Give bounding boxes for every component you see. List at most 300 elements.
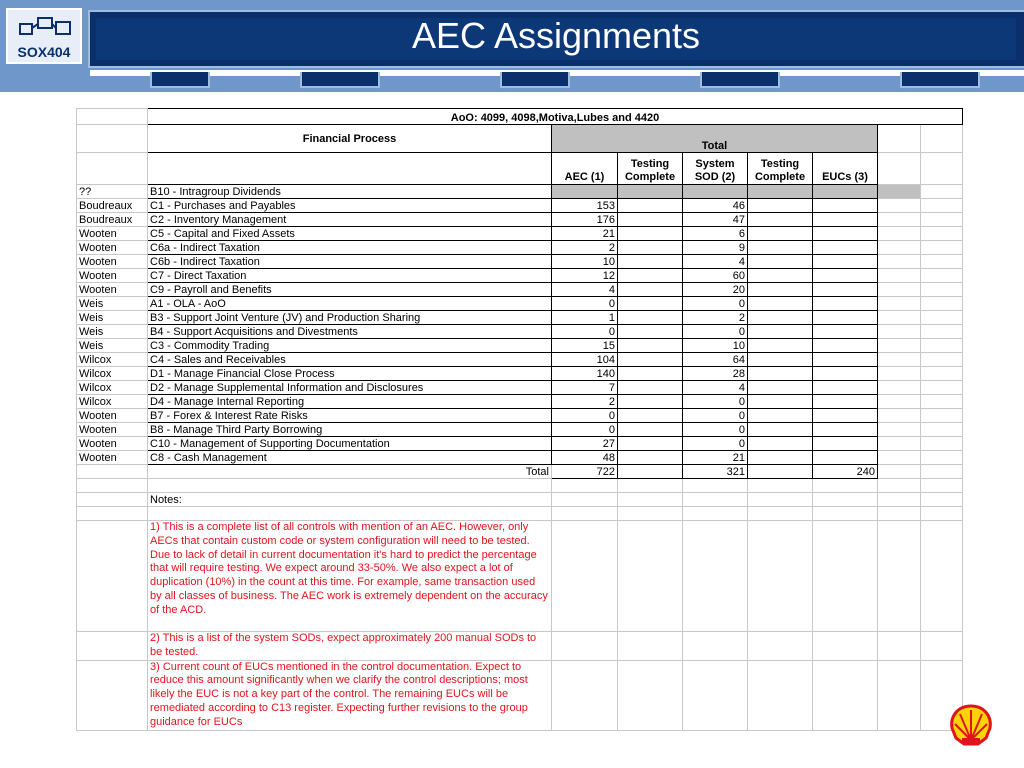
- table-cell: [148, 153, 552, 185]
- aec-cell: 104: [552, 353, 618, 367]
- table-cell: [878, 660, 921, 730]
- table-cell: [878, 521, 921, 632]
- eucs-cell: [813, 423, 878, 437]
- aec-cell: 1: [552, 311, 618, 325]
- table-cell: [878, 269, 921, 283]
- header-step: [300, 72, 380, 88]
- process-cell: C3 - Commodity Trading: [148, 339, 552, 353]
- table-cell: [618, 660, 683, 730]
- aec-cell: 0: [552, 325, 618, 339]
- sod-cell: 4: [683, 381, 748, 395]
- page-title: AEC Assignments: [411, 15, 701, 56]
- owner-cell: Wilcox: [77, 395, 148, 409]
- note-text: 3) Current count of EUCs mentioned in the control documentation. Expect to reduce this amount significantly when we clarify the control descriptions; most likely the EUC is not a key part of the control. The remaining EUCs will be remediated according to C13 register. Expecting further revisions to the group guidance for EUCs: [148, 660, 552, 730]
- logo-text: SOX404: [17, 44, 71, 60]
- sod-cell: 10: [683, 339, 748, 353]
- table-cell: [77, 632, 148, 661]
- table-cell: [878, 632, 921, 661]
- total-header: Total: [552, 125, 878, 153]
- table-row: [77, 423, 963, 437]
- table-cell: [748, 660, 813, 730]
- table-cell: [921, 325, 963, 339]
- table-cell: [921, 451, 963, 465]
- table-cell: [618, 493, 683, 507]
- owner-cell: Boudreaux: [77, 213, 148, 227]
- table-cell: [878, 185, 921, 199]
- eucs-cell: [813, 241, 878, 255]
- table-cell: [921, 153, 963, 185]
- table-cell: [878, 367, 921, 381]
- process-cell: C8 - Cash Management: [148, 451, 552, 465]
- sod-cell: 20: [683, 283, 748, 297]
- testing-complete-cell: [748, 297, 813, 311]
- table-row: [77, 241, 963, 255]
- table-cell: [878, 381, 921, 395]
- table-cell: [813, 660, 878, 730]
- table-cell: [813, 632, 878, 661]
- sox404-logo: [6, 8, 82, 64]
- table-cell: [921, 269, 963, 283]
- table-cell: [683, 493, 748, 507]
- testing-complete-cell: [618, 367, 683, 381]
- column-header-line: SOD (2): [694, 171, 736, 183]
- table-cell: [921, 521, 963, 632]
- aoo-header: AoO: 4099, 4098,Motiva,Lubes and 4420: [148, 109, 963, 125]
- sod-cell: 46: [683, 199, 748, 213]
- table-cell: [878, 199, 921, 213]
- testing-complete-cell: [618, 395, 683, 409]
- eucs-cell: [813, 451, 878, 465]
- total-sod: 321: [683, 465, 748, 479]
- table-row: [77, 325, 963, 339]
- table-cell: [77, 479, 148, 493]
- table-cell: [813, 507, 878, 521]
- process-cell: C6a - Indirect Taxation: [148, 241, 552, 255]
- table-row: [77, 451, 963, 465]
- sod-cell: 0: [683, 297, 748, 311]
- table-cell: [748, 507, 813, 521]
- total-row: [77, 465, 963, 479]
- table-cell: [618, 465, 683, 479]
- table-row: [77, 395, 963, 409]
- owner-cell: Wooten: [77, 283, 148, 297]
- column-header-line: AEC (1): [564, 171, 605, 183]
- testing-complete-cell: [748, 423, 813, 437]
- table-row: [77, 227, 963, 241]
- table-cell: [618, 507, 683, 521]
- aec-cell: 2: [552, 395, 618, 409]
- testing-complete-cell: [748, 311, 813, 325]
- aec-cell: 2: [552, 241, 618, 255]
- testing-complete-cell: [748, 227, 813, 241]
- eucs-cell: [813, 255, 878, 269]
- table-cell: [813, 521, 878, 632]
- table-row: [77, 367, 963, 381]
- eucs-cell: [813, 227, 878, 241]
- table-cell: [921, 339, 963, 353]
- aec-cell: 48: [552, 451, 618, 465]
- testing-complete-cell: [748, 283, 813, 297]
- table-cell: [878, 339, 921, 353]
- column-header-line: System: [695, 158, 735, 170]
- aec-cell: 176: [552, 213, 618, 227]
- sod-cell: 0: [683, 325, 748, 339]
- owner-cell: Boudreaux: [77, 199, 148, 213]
- testing-complete-cell: [748, 367, 813, 381]
- aec-cell: 0: [552, 409, 618, 423]
- column-header: [618, 153, 683, 185]
- owner-cell: Wooten: [77, 255, 148, 269]
- table-cell: [921, 479, 963, 493]
- owner-cell: Wooten: [77, 227, 148, 241]
- blank-row: [77, 479, 963, 493]
- aoo-header-row: [77, 109, 963, 125]
- table-cell: [77, 465, 148, 479]
- table-cell: [748, 493, 813, 507]
- sod-cell: 47: [683, 213, 748, 227]
- table-cell: [878, 297, 921, 311]
- eucs-cell: [813, 297, 878, 311]
- table-cell: [921, 241, 963, 255]
- table-cell: [921, 125, 963, 153]
- process-cell: C1 - Purchases and Payables: [148, 199, 552, 213]
- process-cell: D2 - Manage Supplemental Information and Disclosures: [148, 381, 552, 395]
- owner-cell: Wooten: [77, 241, 148, 255]
- testing-complete-cell: [748, 395, 813, 409]
- table-row: [77, 409, 963, 423]
- table-row: [77, 437, 963, 451]
- table-cell: [921, 311, 963, 325]
- testing-complete-cell: [618, 423, 683, 437]
- table-cell: [921, 395, 963, 409]
- column-header: [683, 153, 748, 185]
- owner-cell: Wooten: [77, 437, 148, 451]
- table-cell: [921, 367, 963, 381]
- process-cell: B4 - Support Acquisitions and Divestments: [148, 325, 552, 339]
- table-cell: [148, 507, 552, 521]
- table-cell: [878, 213, 921, 227]
- note-row: [77, 632, 963, 661]
- table-cell: [683, 660, 748, 730]
- table-cell: [878, 479, 921, 493]
- table-cell: [878, 283, 921, 297]
- eucs-cell: [813, 381, 878, 395]
- process-cell: D4 - Manage Internal Reporting: [148, 395, 552, 409]
- note-row: [77, 660, 963, 730]
- testing-complete-cell: [748, 381, 813, 395]
- table-cell: [552, 493, 618, 507]
- table-cell: [878, 465, 921, 479]
- aec-cell: 140: [552, 367, 618, 381]
- table-cell: [878, 395, 921, 409]
- eucs-cell: [813, 395, 878, 409]
- testing-complete-cell: [618, 213, 683, 227]
- blank-row: [77, 507, 963, 521]
- table-cell: [878, 409, 921, 423]
- sod-cell: 0: [683, 395, 748, 409]
- eucs-cell: [813, 213, 878, 227]
- table-cell: [921, 283, 963, 297]
- testing-complete-cell: [748, 409, 813, 423]
- column-header: [552, 153, 618, 185]
- sod-cell: 0: [683, 409, 748, 423]
- table-cell: [618, 632, 683, 661]
- testing-complete-cell: [618, 283, 683, 297]
- table-cell: [878, 153, 921, 185]
- table-cell: [878, 451, 921, 465]
- table-cell: [77, 660, 148, 730]
- column-header: [748, 153, 813, 185]
- eucs-cell: [813, 185, 878, 199]
- note-text: 1) This is a complete list of all controls with mention of an AEC. However, only AECs that contain custom code or system configuration will need to be tested. Due to lack of detail in current documentation it's hard to predict the percentage that will require testing. We expect around 33-50%. We also expect a lot of duplication (10%) in the count at this time. For example, same transaction used by all classes of business. The AEC work is extremely dependent on the accuracy of the ACD.: [148, 521, 552, 632]
- note-row: [77, 521, 963, 632]
- table-cell: [921, 381, 963, 395]
- table-cell: [77, 493, 148, 507]
- sod-cell: 9: [683, 241, 748, 255]
- testing-complete-cell: [748, 325, 813, 339]
- table-cell: [878, 423, 921, 437]
- table-cell: [921, 213, 963, 227]
- table-cell: [878, 437, 921, 451]
- aec-cell: 0: [552, 297, 618, 311]
- table-cell: [148, 479, 552, 493]
- testing-complete-cell: [748, 241, 813, 255]
- aec-cell: 21: [552, 227, 618, 241]
- table-cell: [77, 109, 148, 125]
- testing-complete-cell: [618, 409, 683, 423]
- table-cell: [77, 125, 148, 153]
- table-cell: [618, 521, 683, 632]
- total-label: Total: [148, 465, 552, 479]
- owner-cell: Weis: [77, 325, 148, 339]
- table-cell: [552, 521, 618, 632]
- table-cell: [878, 325, 921, 339]
- table-cell: [878, 255, 921, 269]
- table-cell: [921, 185, 963, 199]
- table-row: [77, 381, 963, 395]
- eucs-cell: [813, 311, 878, 325]
- testing-complete-cell: [748, 185, 813, 199]
- table-cell: [683, 507, 748, 521]
- testing-complete-cell: [748, 269, 813, 283]
- testing-complete-cell: [618, 269, 683, 283]
- eucs-cell: [813, 269, 878, 283]
- testing-complete-cell: [618, 437, 683, 451]
- table-cell: [878, 241, 921, 255]
- sod-cell: 28: [683, 367, 748, 381]
- process-cell: C9 - Payroll and Benefits: [148, 283, 552, 297]
- aec-cell: 12: [552, 269, 618, 283]
- testing-complete-cell: [618, 339, 683, 353]
- owner-cell: Wooten: [77, 269, 148, 283]
- header-step: [150, 72, 210, 88]
- table-cell: [813, 479, 878, 493]
- sod-cell: 64: [683, 353, 748, 367]
- testing-complete-cell: [618, 353, 683, 367]
- testing-complete-cell: [748, 199, 813, 213]
- sod-cell: 6: [683, 227, 748, 241]
- table-row: [77, 339, 963, 353]
- owner-cell: Wooten: [77, 451, 148, 465]
- owner-cell: Weis: [77, 311, 148, 325]
- eucs-cell: [813, 367, 878, 381]
- table-cell: [921, 465, 963, 479]
- shell-logo-icon: [948, 704, 994, 746]
- eucs-cell: [813, 409, 878, 423]
- table-cell: [878, 311, 921, 325]
- testing-complete-cell: [618, 255, 683, 269]
- table-row: [77, 255, 963, 269]
- total-aec: 722: [552, 465, 618, 479]
- table-row: [77, 199, 963, 213]
- aec-cell: 153: [552, 199, 618, 213]
- aec-cell: 0: [552, 423, 618, 437]
- eucs-cell: [813, 283, 878, 297]
- table-cell: [921, 632, 963, 661]
- sod-cell: 0: [683, 423, 748, 437]
- financial-process-header: Financial Process: [148, 125, 552, 153]
- testing-complete-cell: [618, 451, 683, 465]
- table-cell: [552, 632, 618, 661]
- section-header-row: [77, 125, 963, 153]
- process-cell: A1 - OLA - AoO: [148, 297, 552, 311]
- table-row: [77, 283, 963, 297]
- testing-complete-cell: [618, 297, 683, 311]
- testing-complete-cell: [618, 241, 683, 255]
- sod-cell: 21: [683, 451, 748, 465]
- owner-cell: Weis: [77, 297, 148, 311]
- eucs-cell: [813, 437, 878, 451]
- table-row: [77, 297, 963, 311]
- note-text: 2) This is a list of the system SODs, expect approximately 200 manual SODs to be tested.: [148, 632, 552, 661]
- table-cell: [878, 125, 921, 153]
- table-body: [77, 109, 963, 731]
- process-cell: D1 - Manage Financial Close Process: [148, 367, 552, 381]
- column-header-line: Testing: [760, 158, 800, 170]
- sod-cell: [683, 185, 748, 199]
- table-cell: [921, 507, 963, 521]
- process-cell: C6b - Indirect Taxation: [148, 255, 552, 269]
- table-cell: [77, 507, 148, 521]
- table-cell: [77, 521, 148, 632]
- column-header-line: Complete: [624, 171, 676, 183]
- column-header-row: [77, 153, 963, 185]
- aec-cell: 15: [552, 339, 618, 353]
- table-cell: [921, 423, 963, 437]
- table-row: [77, 311, 963, 325]
- process-cell: B10 - Intragroup Dividends: [148, 185, 552, 199]
- testing-complete-cell: [618, 199, 683, 213]
- column-header-line: EUCs (3): [822, 171, 868, 183]
- owner-cell: Wilcox: [77, 367, 148, 381]
- owner-cell: Wilcox: [77, 353, 148, 367]
- testing-complete-cell: [748, 451, 813, 465]
- owner-cell: Wooten: [77, 423, 148, 437]
- table-row: [77, 213, 963, 227]
- eucs-cell: [813, 199, 878, 213]
- table-cell: [683, 632, 748, 661]
- testing-complete-cell: [618, 325, 683, 339]
- testing-complete-cell: [618, 311, 683, 325]
- testing-complete-cell: [748, 213, 813, 227]
- aec-table: [76, 108, 963, 731]
- table-cell: [921, 353, 963, 367]
- table-cell: [683, 521, 748, 632]
- process-cell: C2 - Inventory Management: [148, 213, 552, 227]
- table-cell: [813, 493, 878, 507]
- process-cell: C5 - Capital and Fixed Assets: [148, 227, 552, 241]
- process-cell: B8 - Manage Third Party Borrowing: [148, 423, 552, 437]
- aec-cell: 7: [552, 381, 618, 395]
- testing-complete-cell: [748, 339, 813, 353]
- table-cell: [921, 199, 963, 213]
- table-cell: [921, 297, 963, 311]
- header-step: [700, 72, 780, 88]
- table-cell: [683, 479, 748, 493]
- aec-cell: 10: [552, 255, 618, 269]
- eucs-cell: [813, 339, 878, 353]
- header-step: [900, 72, 980, 88]
- header-step: [500, 72, 570, 88]
- process-cell: C4 - Sales and Receivables: [148, 353, 552, 367]
- eucs-cell: [813, 325, 878, 339]
- table-cell: [921, 227, 963, 241]
- testing-complete-cell: [748, 353, 813, 367]
- aec-cell: 27: [552, 437, 618, 451]
- owner-cell: Wooten: [77, 409, 148, 423]
- table-cell: [878, 493, 921, 507]
- table-cell: [921, 437, 963, 451]
- process-cell: C7 - Direct Taxation: [148, 269, 552, 283]
- process-cell: C10 - Management of Supporting Documentation: [148, 437, 552, 451]
- table-cell: [618, 479, 683, 493]
- column-header: [813, 153, 878, 185]
- table-cell: [77, 153, 148, 185]
- column-header-line: Testing: [630, 158, 670, 170]
- table-cell: [748, 465, 813, 479]
- sox404-logo-icon: [18, 16, 74, 38]
- owner-cell: Wilcox: [77, 381, 148, 395]
- table-cell: [878, 227, 921, 241]
- sod-cell: 0: [683, 437, 748, 451]
- column-header-line: Complete: [754, 171, 806, 183]
- table-row: [77, 269, 963, 283]
- testing-complete-cell: [748, 255, 813, 269]
- table-cell: [921, 255, 963, 269]
- testing-complete-cell: [618, 227, 683, 241]
- table-cell: [878, 507, 921, 521]
- total-eucs: 240: [813, 465, 878, 479]
- table-cell: [748, 632, 813, 661]
- sod-cell: 4: [683, 255, 748, 269]
- notes-label: Notes:: [148, 493, 552, 507]
- testing-complete-cell: [618, 185, 683, 199]
- table-row: [77, 185, 963, 199]
- table-cell: [552, 507, 618, 521]
- notes-label-row: [77, 493, 963, 507]
- process-cell: B7 - Forex & Interest Rate Risks: [148, 409, 552, 423]
- sod-cell: 2: [683, 311, 748, 325]
- table-cell: [552, 479, 618, 493]
- sod-cell: 60: [683, 269, 748, 283]
- table-cell: [878, 353, 921, 367]
- aec-cell: 4: [552, 283, 618, 297]
- table-cell: [921, 409, 963, 423]
- table-cell: [748, 479, 813, 493]
- table-row: [77, 353, 963, 367]
- aec-cell: [552, 185, 618, 199]
- owner-cell: Weis: [77, 339, 148, 353]
